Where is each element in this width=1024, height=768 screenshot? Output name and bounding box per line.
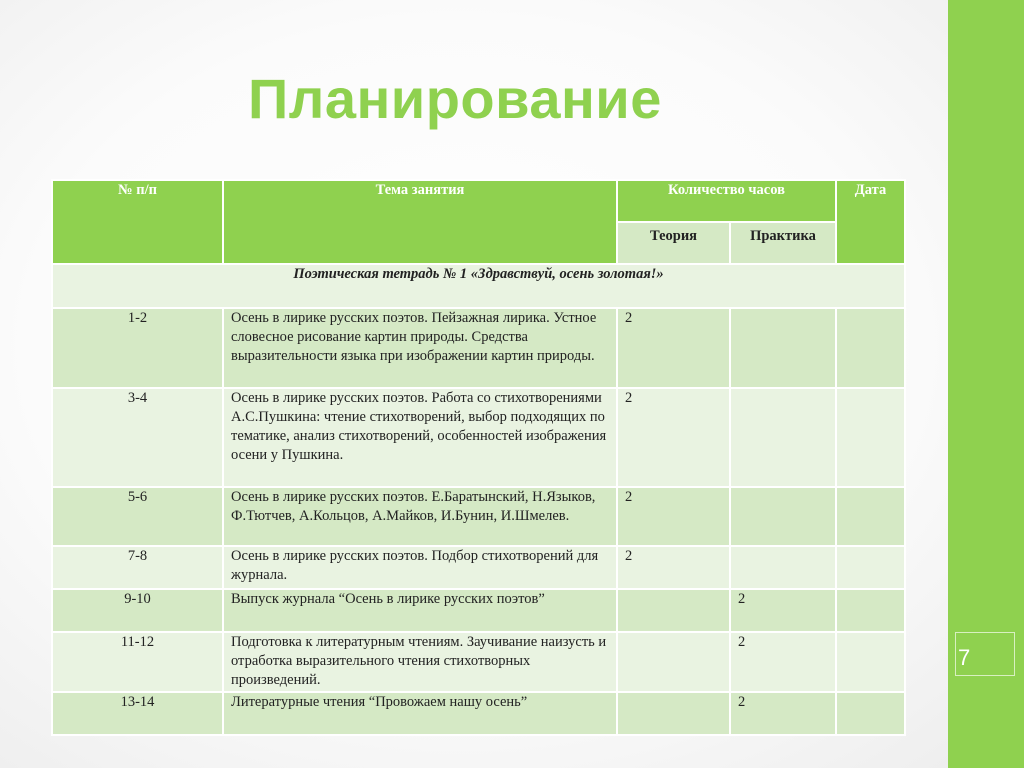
section-row: [52, 264, 905, 308]
slide-title: Планирование: [248, 67, 662, 130]
header-theory: Теория: [617, 222, 730, 264]
row-topic: Осень в лирике русских поэтов. Подбор стихотворений для журнала.: [223, 546, 617, 589]
row-theory: 2: [617, 487, 730, 546]
table-row: [52, 589, 905, 632]
table-row: [52, 308, 905, 388]
row-date: [836, 487, 905, 546]
row-topic: Осень в лирике русских поэтов. Работа со стихотворениями А.С.Пушкина: чтение стихотворений, выбор подходящих по тематике, анализ стихотворений, особенностей изображения осени у Пушкина.: [223, 388, 617, 487]
row-num: 7-8: [52, 546, 223, 589]
row-theory: 2: [617, 308, 730, 388]
row-date: [836, 546, 905, 589]
row-date: [836, 632, 905, 692]
table-row: [52, 388, 905, 487]
header-topic: Тема занятия: [223, 180, 617, 264]
row-theory: 2: [617, 388, 730, 487]
section-title: Поэтическая тетрадь № 1 «Здравствуй, осень золотая!»: [52, 264, 905, 308]
row-date: [836, 589, 905, 632]
row-topic: Выпуск журнала “Осень в лирике русских поэтов”: [223, 589, 617, 632]
row-practice: [730, 388, 836, 487]
row-date: [836, 388, 905, 487]
row-practice: [730, 546, 836, 589]
table-row: [52, 692, 905, 735]
header-hours: Количество часов: [617, 180, 836, 222]
row-theory: [617, 692, 730, 735]
row-num: 3-4: [52, 388, 223, 487]
row-practice: 2: [730, 589, 836, 632]
row-theory: 2: [617, 546, 730, 589]
header-date: Дата: [836, 180, 905, 264]
row-num: 11-12: [52, 632, 223, 692]
row-topic: Литературные чтения “Провожаем нашу осень”: [223, 692, 617, 735]
row-theory: [617, 632, 730, 692]
row-topic: Осень в лирике русских поэтов. Е.Баратынский, Н.Языков, Ф.Тютчев, А.Кольцов, А.Майков, И.Бунин, И.Шмелев.: [223, 487, 617, 546]
row-topic: Подготовка к литературным чтениям. Заучивание наизусть и отработка выразительного чтения стихотворных произведений.: [223, 632, 617, 692]
row-num: 13-14: [52, 692, 223, 735]
row-practice: 2: [730, 692, 836, 735]
row-num: 5-6: [52, 487, 223, 546]
plan-table: [51, 179, 906, 736]
header-num: № п/п: [52, 180, 223, 264]
table-row: [52, 546, 905, 589]
page-number: 7: [955, 632, 1015, 676]
row-theory: [617, 589, 730, 632]
row-practice: 2: [730, 632, 836, 692]
row-topic: Осень в лирике русских поэтов. Пейзажная лирика. Устное словесное рисование картин природы. Средства выразительности языка при изображении картин природы.: [223, 308, 617, 388]
header-practice: Практика: [730, 222, 836, 264]
row-date: [836, 692, 905, 735]
row-practice: [730, 308, 836, 388]
table-row: [52, 632, 905, 692]
row-num: 1-2: [52, 308, 223, 388]
table-row: [52, 487, 905, 546]
row-num: 9-10: [52, 589, 223, 632]
row-practice: [730, 487, 836, 546]
row-date: [836, 308, 905, 388]
